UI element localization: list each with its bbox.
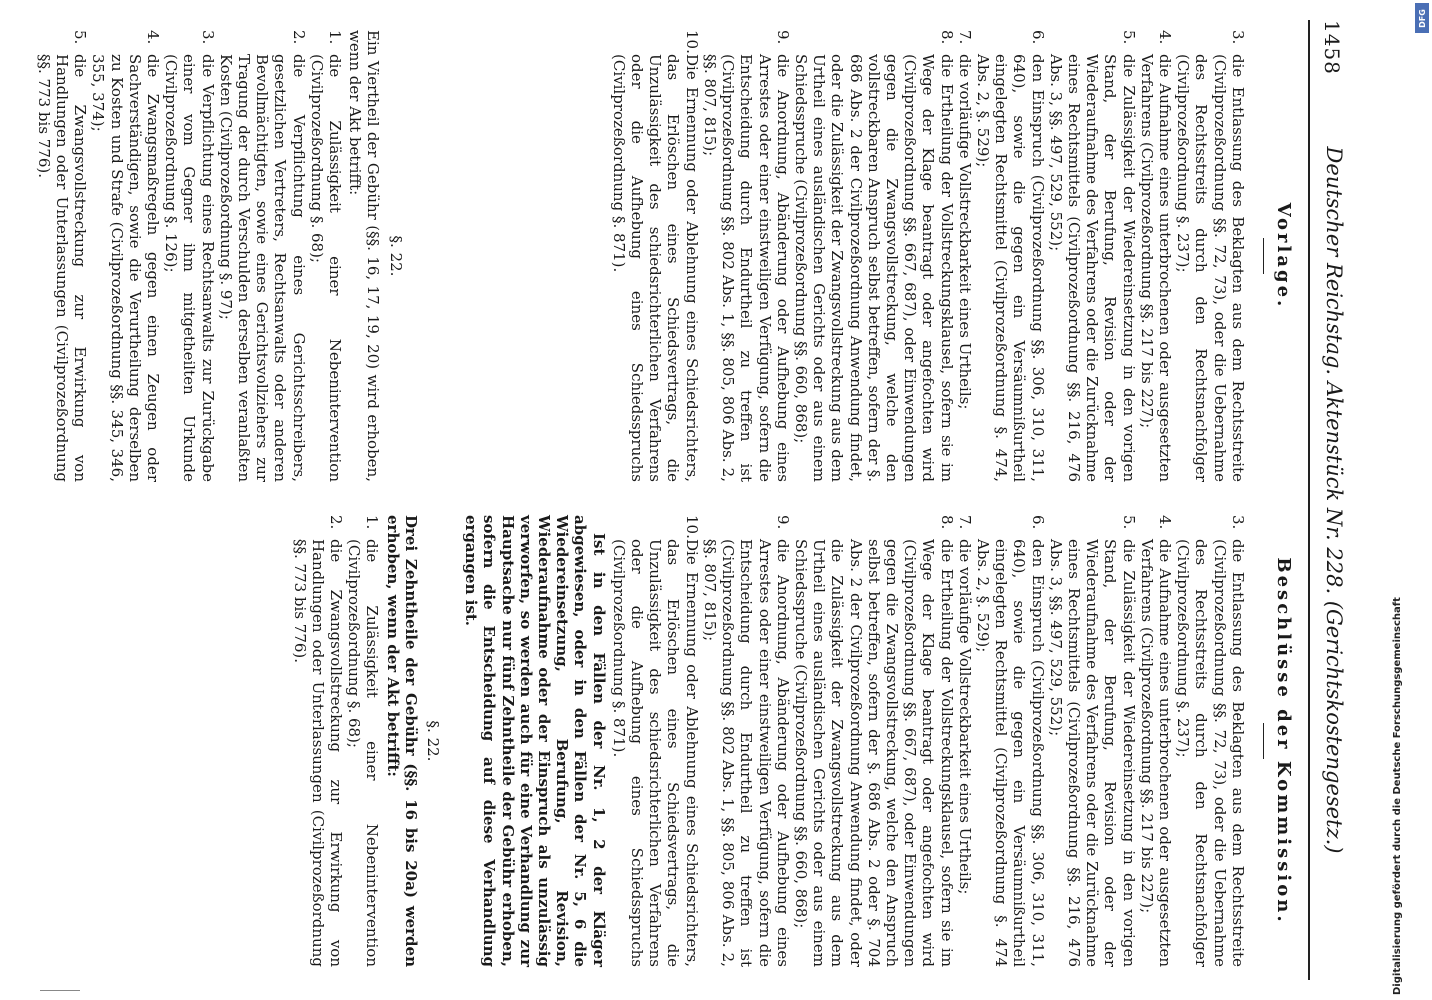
right-item-list-top	[610, 515, 1247, 967]
digitization-note: Digitalisierung gefördert durch die Deutsche Forschungsgemeinschaft	[1392, 597, 1403, 995]
list-item-text: die Zulässigkeit einer Nebenintervention (Civilprozeßordnung §. 68);	[345, 539, 382, 967]
list-item-text: den Einspruch (Civilprozeßordnung §§. 306, 310, 311, 640), sowie die gegen ein Versäumnißurtheil eingelegten Rechtsmittel (Civilprozeßordnung §. 474 Abs. 2, §. 529);	[973, 539, 1047, 967]
section-mark: §. 22.	[386, 235, 405, 277]
list-item-text: die Zulässigkeit einer Nebenintervention (Civilprozeßordnung §. 68);	[307, 54, 345, 482]
list-item-number: 1.	[363, 515, 382, 530]
dfg-logo	[1415, 3, 1429, 33]
list-item-text: die Entlassung des Beklagten aus dem Rechtsstreite (Civilprozeßordnung §§. 72, 73), oder die Uebernahme des Rechtsstreits durch den Rechtsnachfolger (Civilprozeßordnung §. 237);	[1174, 54, 1247, 482]
list-item-text: die Zwangsvollstreckung zur Erwirkung von Handlungen oder Unterlassungen (Civilprozeßordnung §§. 773 bis 776).	[34, 54, 90, 482]
list-item-text: die Zulässigkeit der Wiedereinsetzung in den vorigen Stand, der Berufung, Revision oder der Wiederaufnahme des Verfahrens oder die Zurücknahme eines Rechtsmittels (Civilprozeßordnung §§. 216, 476 Abs. 3, §§. 497, 529, 552);	[1046, 539, 1138, 967]
heading-rule	[1263, 238, 1264, 274]
list-item-text: die Ertheilung der Vollstreckungsklausel, sofern sie im Wege der Klage beantragt oder angefochten wird (Civilprozeßordnung §§. 667, 687), oder Einwendungen gegen die Zwangsvollstreckung, welche den vollstreckbaren Anspruch selbst betreffen, sofern der §. 686 Abs. 2 der Civilprozeßordnung Anwendung findet, oder die Zulässigkeit der Zwangsvollstreckung aus dem Urtheil eines ausländischen Gerichts oder aus einem Schiedsspruche (Civilprozeßordnung §§. 660, 868);	[791, 54, 956, 482]
list-item-number: 8.	[937, 30, 956, 45]
list-item	[974, 30, 1047, 482]
list-item	[956, 515, 974, 967]
list-item-text: Die Ernennung oder Ablehnung eines Schiedsrichters, das Erlöschen eines Schiedsvertrags, die Unzulässigkeit des schiedsrichterlichen Verfahrens oder die Aufhebung eines Schiedsspruchs (Civilprozeßordnung §. 871).	[609, 539, 701, 967]
list-item-number: 2.	[289, 30, 308, 45]
list-item	[701, 30, 792, 482]
list-item	[1138, 30, 1174, 482]
bold-amendment-paragraph: Ist in den Fällen der Nr. 1, 2 der Kläger abgewiesen, oder in den Fällen der Nr. 5, 6 die Wiedereinsetzung, Berufung, Revision, Wiederaufnahme oder der Einspruch als unzulässig verworfen, so werden auch für eine Verhandlung zur Hauptsache nur fünf Zehntheile der Gebühr erhoben, sofern die Entscheidung auf diese Verhandlung ergangen ist.	[462, 515, 608, 967]
list-item	[956, 30, 974, 482]
right-item-list-bottom	[290, 515, 381, 967]
list-item-text: die Zwangsvollstreckung zur Erwirkung von Handlungen oder Unterlassungen (Civilprozeßordnung §§. 773 bis 776).	[290, 539, 346, 967]
list-item	[162, 30, 217, 482]
list-item	[1047, 515, 1138, 967]
list-item-text: die Ertheilung der Vollstreckungsklausel, sofern sie im Wege der Klage beantragt oder angefochten wird (Civilprozeßordnung §§. 667, 687), oder Einwendungen gegen die Zwangsvollstreckung, welche den Anspruch selbst betreffen, sofern der §. 686 Abs. 2 oder §. 704 Abs. 2 der Civilprozeßordnung Anwendung findet, oder die Zulässigkeit der Zwangsvollstreckung aus dem Urtheil eines ausländischen Gerichts oder aus einem Schiedsspruche (Civilprozeßordnung §§. 660, 868);	[791, 539, 956, 967]
page-header	[1308, 20, 1350, 980]
list-item	[1174, 515, 1247, 967]
list-item	[1174, 30, 1247, 482]
right-column-beschluesse	[290, 515, 1292, 967]
list-item-text: die Verpflichtung eines Rechtsanwalts zur Zurückgabe einer vom Gegner ihm mitgetheilten Urkunde (Civilprozeßordnung §. 126);	[162, 54, 217, 482]
section-mark: §. 22.	[424, 720, 443, 762]
list-item-number: 6.	[1028, 515, 1047, 530]
list-item-text: die Zwangsmaßregeln gegen einen Zeugen oder Sachverständigen, sowie die Verurtheilung derselben zu Kosten und Strafe (Civilprozeßordnung §§. 345, 346, 355, 374);	[89, 54, 163, 482]
list-item-number: 7.	[955, 30, 974, 45]
right-column-heading: Beschlüsse der Kommission.	[1273, 557, 1294, 925]
page-number: 1458	[1320, 20, 1344, 75]
list-item-number: 6.	[1028, 30, 1047, 45]
list-item-text: den Einspruch (Civilprozeßordnung §§. 306, 310, 311, 640), sowie die gegen ein Versäumnißurtheil eingelegten Rechtsmittel (Civilprozeßordnung §. 474, Abs. 2, §. 529);	[973, 54, 1047, 482]
section-intro-bold	[383, 515, 419, 967]
list-item-text: die Aufnahme eines unterbrochenen oder ausgesetzten Verfahrens (Civilprozeßordnung §§. 217 bis 227);	[1137, 54, 1174, 482]
list-item-text: Die Ernennung oder Ablehnung eines Schiedsrichters, das Erlöschen eines Schiedsvertrags, die Unzulässigkeit des schiedsrichterlichen Verfahrens oder die Aufhebung eines Schiedsspruchs (Civilprozeßordnung §. 871).	[609, 54, 701, 482]
list-item-number: 5.	[1119, 30, 1138, 45]
column-spacer	[425, 30, 610, 482]
list-item	[345, 515, 381, 967]
list-item	[89, 30, 162, 482]
dfg-logo-text: DFG	[1417, 8, 1427, 28]
list-item-number: 9.	[773, 515, 792, 530]
list-item-number: 4.	[144, 30, 163, 45]
list-item-text: die vorläufige Vollstreckbarkeit eines Urtheils;	[955, 539, 974, 895]
list-item-number: 9.	[773, 30, 792, 45]
list-item-number: 4.	[1155, 515, 1174, 530]
list-item	[610, 30, 701, 482]
list-item-number: 4.	[1155, 30, 1174, 45]
list-item-number: 5.	[1119, 515, 1138, 530]
list-item	[701, 515, 792, 967]
section-intro-text: Drei Zehntheile der Gebühr (§§. 16 bis 20a) werden erhoben, wenn der Akt betrifft:	[383, 515, 420, 967]
scan-artifact-line	[40, 990, 80, 991]
list-item-number: 3.	[198, 30, 217, 45]
list-item-text: die Zulässigkeit der Wiedereinsetzung in den vorigen Stand, der Berufung, Revision oder der Wiederaufnahme des Verfahrens oder die Zurücknahme eines Rechtsmittels (Civilprozeßordnung §§. 216, 476 Abs. 3, §§. 497, 529, 552);	[1046, 54, 1138, 482]
list-item-text: die vorläufige Vollstreckbarkeit eines Urtheils;	[955, 54, 974, 410]
left-item-list-bottom	[35, 30, 344, 482]
list-item	[974, 515, 1047, 967]
list-item	[35, 30, 90, 482]
section-intro: Ein Viertheil der Gebühr (§§. 16, 17, 19, 20) wird erhoben, wenn der Akt betrifft:	[346, 30, 383, 482]
list-item-number: 5.	[71, 30, 90, 45]
left-item-list-top	[610, 30, 1247, 482]
list-item-number: 10.	[682, 515, 701, 539]
list-item	[290, 515, 345, 967]
list-item-number: 10.	[682, 30, 701, 54]
heading-rule	[1263, 723, 1264, 759]
list-item	[792, 515, 956, 967]
list-item-text: die Anordnung, Abänderung oder Aufhebung eines Arrestes oder einer einstweiligen Verfügung, sofern die Entscheidung durch Endurtheil zu treffen ist (Civilprozeßordnung §§. 802 Abs. 1, §§. 805, 806 Abs. 2, §§. 807, 815);	[700, 539, 792, 967]
list-item	[792, 30, 956, 482]
list-item-number: 2.	[327, 515, 346, 530]
list-item-text: die Verpflichtung eines Gerichtsschreibers, gesetzlichen Vertreters, Rechtsanwalts oder anderen Bevollmächtigten, sowie eines Gerichtsvollziehers zur Tragung der durch Verschulden derselben veranlaßten Kosten (Civilprozeßordnung §. 97);	[216, 54, 308, 482]
list-item	[308, 30, 344, 482]
list-item-text: die Aufnahme eines unterbrochenen oder ausgesetzten Verfahrens (Civilprozeßordnung §§. 217 bis 227);	[1137, 539, 1174, 967]
list-item-text: die Anordnung, Abänderung oder Aufhebung eines Arrestes oder einer einstweiligen Verfügung, sofern die Entscheidung durch Endurtheil zu treffen ist (Civilprozeßordnung §§. 802 Abs. 1, §§. 805, 806 Abs. 2, §§. 807, 815);	[700, 54, 792, 482]
list-item-text: die Entlassung des Beklagten aus dem Rechtsstreite (Civilprozeßordnung §§. 72, 73), oder die Uebernahme des Rechtsstreits durch den Rechtsnachfolger (Civilprozeßordnung §. 237);	[1174, 539, 1247, 967]
page-title: Deutscher Reichstag. Aktenstück Nr. 228. (Gerichtskostengesetz.)	[1322, 146, 1346, 854]
list-item-number: 8.	[937, 515, 956, 530]
list-item-number: 1.	[326, 30, 345, 45]
list-item-number: 3.	[1228, 515, 1247, 530]
list-item	[1138, 515, 1174, 967]
list-item	[610, 515, 701, 967]
list-item	[1047, 30, 1138, 482]
left-column-vorlage	[35, 30, 1292, 482]
list-item-number: 3.	[1228, 30, 1247, 45]
list-item-number: 7.	[955, 515, 974, 530]
left-column-heading: Vorlage.	[1273, 202, 1294, 310]
list-item	[217, 30, 308, 482]
